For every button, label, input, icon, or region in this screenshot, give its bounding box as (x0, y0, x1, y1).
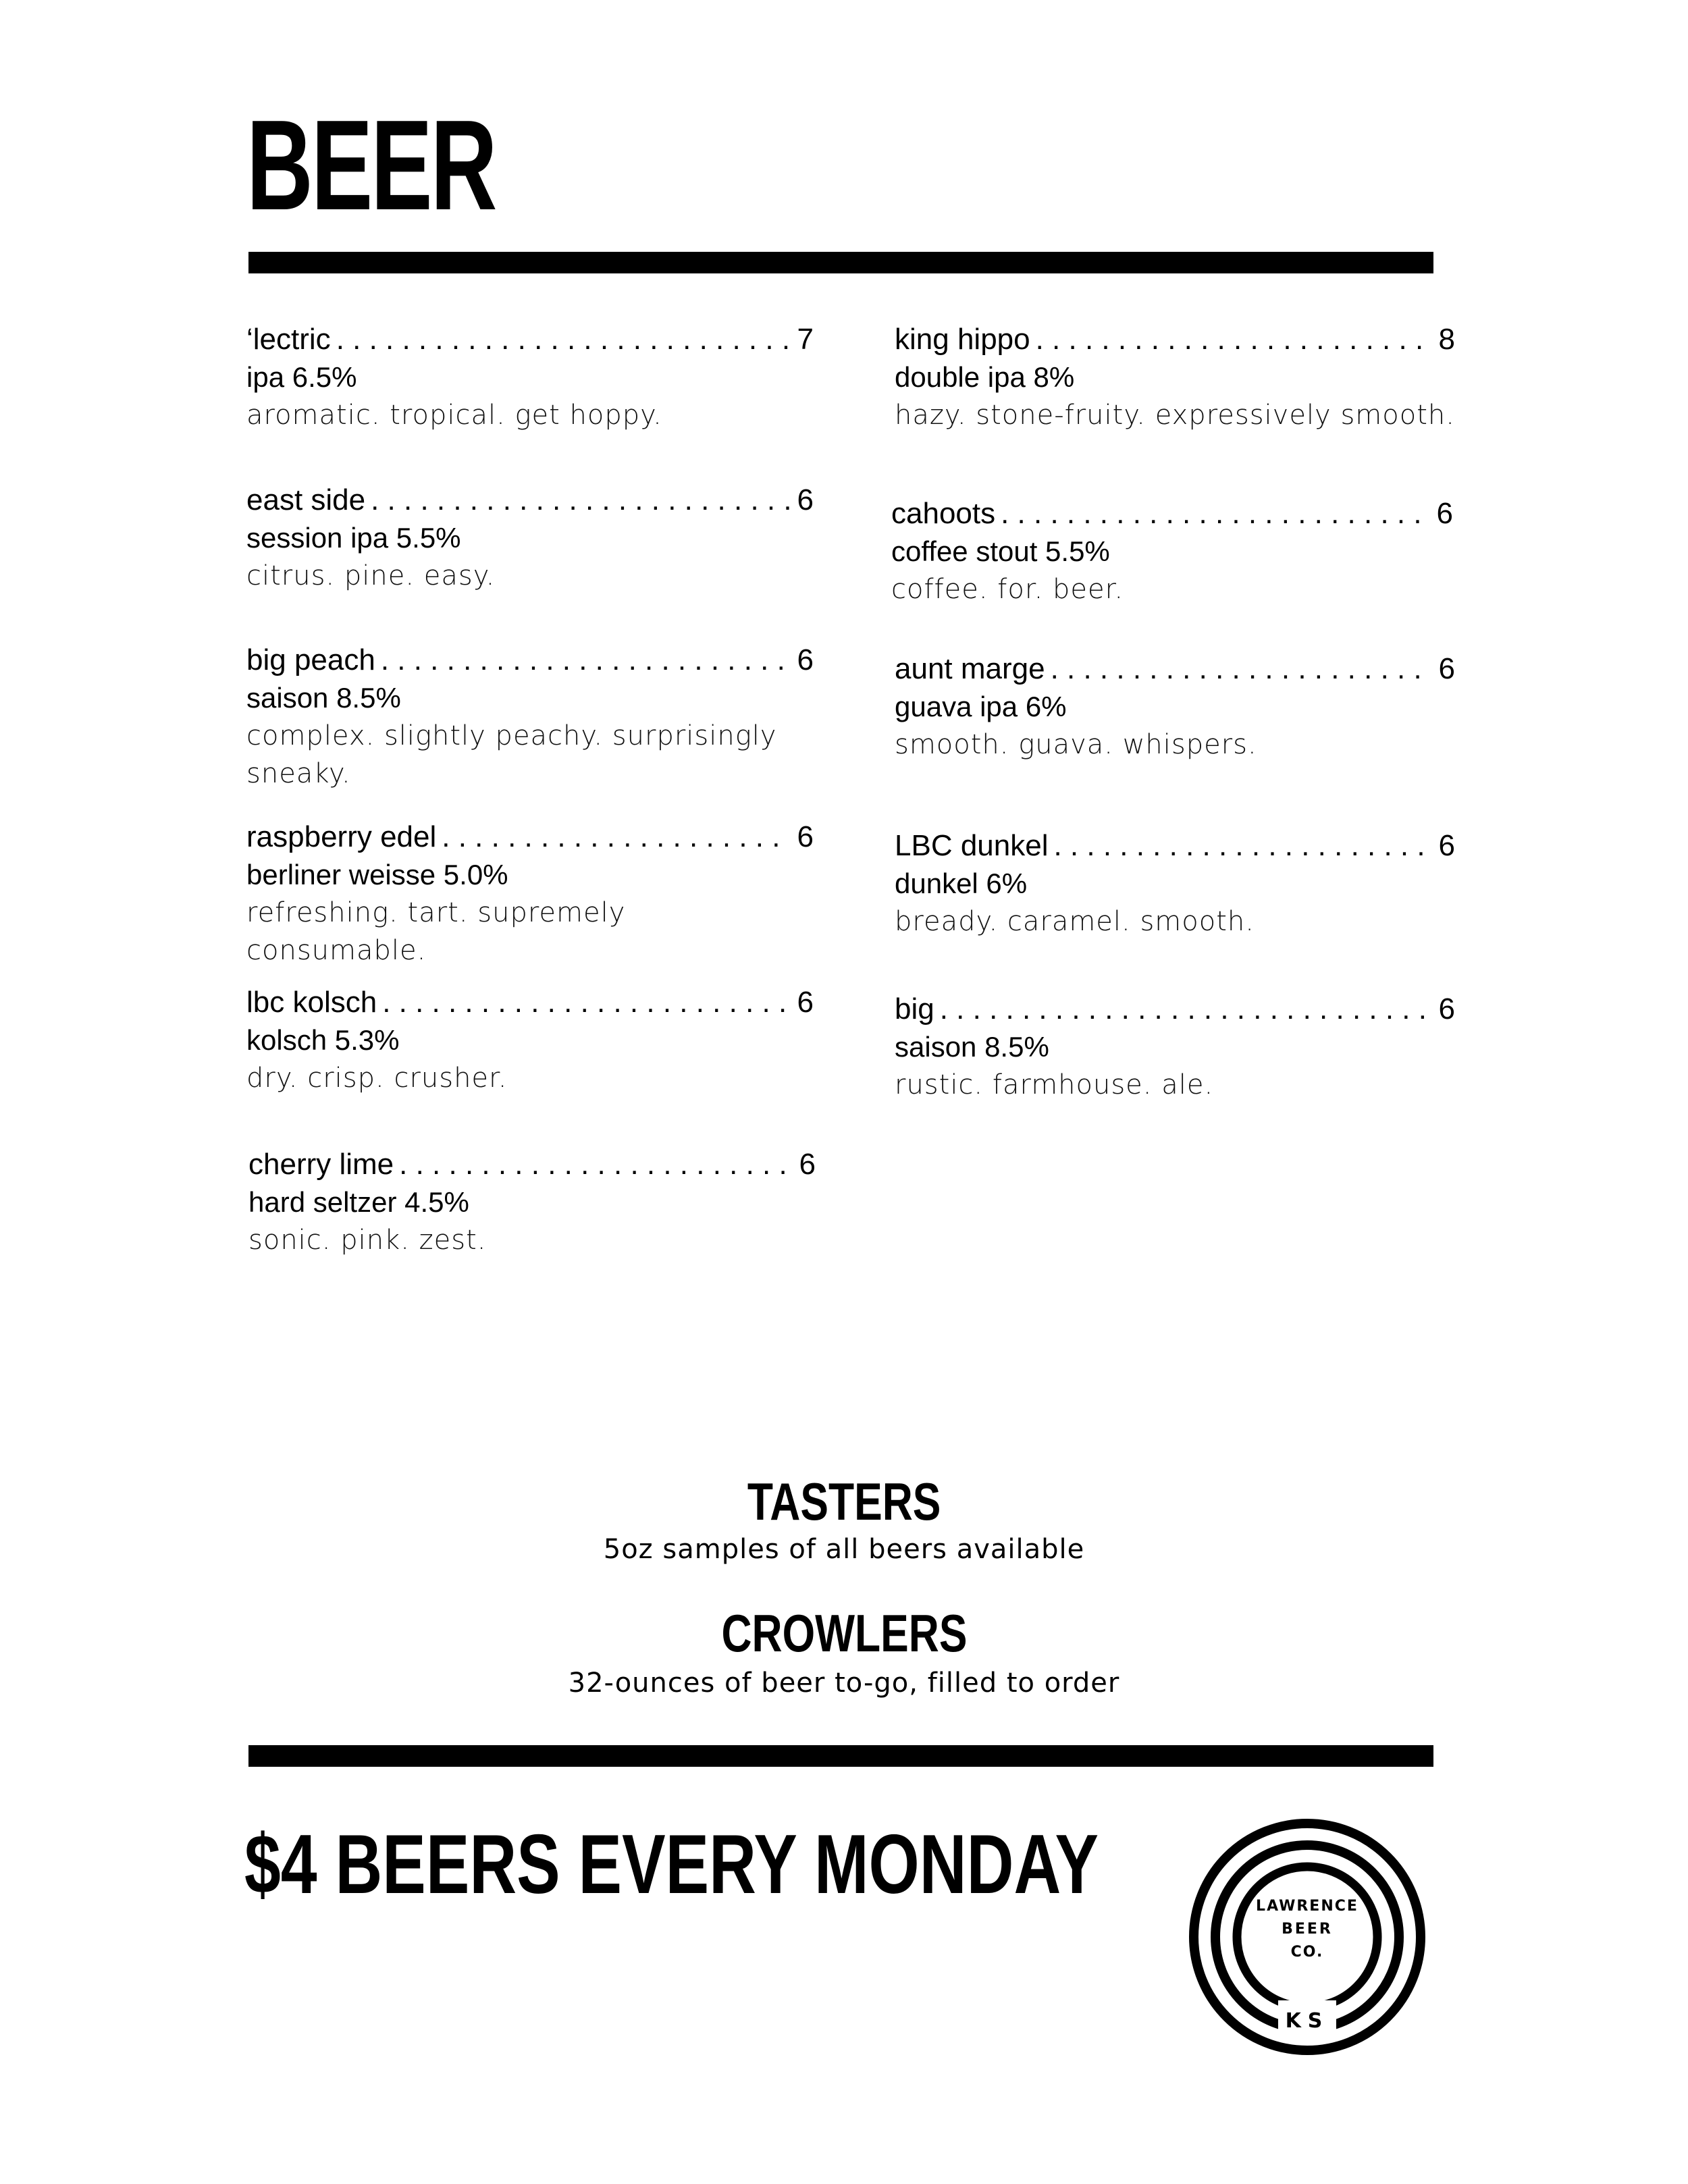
beer-description: complex. slightly peachy. surprisingly sneaky. (246, 720, 777, 789)
beer-item-east-side (246, 481, 814, 595)
beer-item-big (895, 990, 1455, 1104)
leader-dots (381, 641, 791, 679)
crowlers-heading: CROWLERS (720, 1603, 967, 1663)
tasters-heading: TASTERS (747, 1472, 941, 1531)
leader-dots (382, 984, 790, 1021)
top-divider (248, 252, 1433, 273)
beer-item-raspberry-edel (246, 818, 814, 969)
beer-style: kolsch 5.3% (246, 1024, 400, 1056)
beer-description: sonic. pink. zest. (248, 1225, 487, 1256)
logo-line-1: LAWRENCE (1256, 1898, 1359, 1915)
beer-price: 6 (797, 483, 814, 516)
beer-price: 8 (1438, 323, 1455, 356)
leader-dots (1036, 321, 1432, 358)
beer-style: berliner weisse 5.0% (246, 859, 508, 890)
beer-style: guava ipa 6% (895, 691, 1067, 722)
beer-name: ‘lectric (246, 323, 331, 356)
crowlers-subtext: 32-ounces of beer to-go, filled to order (568, 1668, 1120, 1699)
tasters-subtext: 5oz samples of all beers available (603, 1534, 1085, 1565)
beer-description: dry. crisp. crusher. (246, 1063, 508, 1094)
beer-price: 6 (797, 820, 814, 853)
beer-price: 6 (797, 643, 814, 676)
beer-name: east side (246, 483, 366, 516)
beer-item-lbc-kolsch (246, 984, 814, 1097)
menu-title: BEER (246, 94, 496, 237)
beer-description: coffee. for. beer. (891, 574, 1124, 605)
beer-name: big (895, 992, 934, 1026)
beer-item-big-peach (246, 641, 814, 793)
beer-name: aunt marge (895, 652, 1045, 685)
beer-item-cahoots (891, 495, 1453, 608)
beer-item-king-hippo (895, 321, 1455, 434)
beer-description: aromatic. tropical. get hoppy. (246, 400, 662, 431)
beer-name: lbc kolsch (246, 986, 377, 1019)
logo-line-3: CO. (1290, 1944, 1324, 1961)
beer-description: hazy. stone-fruity. expressively smooth. (895, 400, 1455, 431)
beer-price: 6 (1438, 652, 1455, 685)
beer-name: big peach (246, 643, 375, 676)
leader-dots (940, 990, 1432, 1028)
beer-style: ipa 6.5% (246, 361, 357, 393)
logo-state: KS (1285, 2009, 1329, 2033)
leader-dots (1001, 495, 1429, 533)
brewery-logo (1185, 1815, 1429, 2059)
beer-description: bready. caramel. smooth. (895, 906, 1255, 937)
beer-name: cherry lime (248, 1148, 394, 1181)
bottom-divider (248, 1745, 1433, 1767)
beer-style: hard seltzer 4.5% (248, 1186, 469, 1218)
beer-item-lectric (246, 321, 814, 434)
beer-style: double ipa 8% (895, 361, 1075, 393)
beer-price: 6 (799, 1148, 816, 1181)
beer-name: king hippo (895, 323, 1030, 356)
beer-price: 6 (1438, 829, 1455, 862)
beer-style: saison 8.5% (895, 1031, 1049, 1063)
beer-item-aunt-marge (895, 650, 1455, 764)
beer-description: refreshing. tart. supremely consumable. (246, 897, 626, 966)
leader-dots (371, 481, 790, 519)
monday-promo: $4 BEERS EVERY MONDAY (244, 1818, 1099, 1911)
beer-style: saison 8.5% (246, 682, 401, 714)
beer-description: rustic. farmhouse. ale. (895, 1069, 1214, 1100)
beer-style: session ipa 5.5% (246, 522, 461, 554)
beer-name: LBC dunkel (895, 829, 1049, 862)
beer-description: smooth. guava. whispers. (895, 729, 1257, 760)
beer-price: 7 (797, 323, 814, 356)
logo-line-2: BEER (1282, 1921, 1333, 1938)
beer-price: 6 (797, 986, 814, 1019)
beer-price: 6 (1436, 497, 1453, 530)
leader-dots (1053, 827, 1431, 865)
beer-description: citrus. pine. easy. (246, 560, 496, 591)
beer-price: 6 (1438, 992, 1455, 1026)
leader-dots (399, 1146, 792, 1183)
beer-style: dunkel 6% (895, 868, 1028, 899)
beer-item-cherry-lime (248, 1146, 816, 1259)
beer-name: cahoots (891, 497, 996, 530)
beer-style: coffee stout 5.5% (891, 535, 1110, 567)
beer-name: raspberry edel (246, 820, 437, 853)
beer-item-lbc-dunkel (895, 827, 1455, 940)
leader-dots (336, 321, 791, 358)
leader-dots (1051, 650, 1432, 688)
leader-dots (442, 818, 790, 856)
